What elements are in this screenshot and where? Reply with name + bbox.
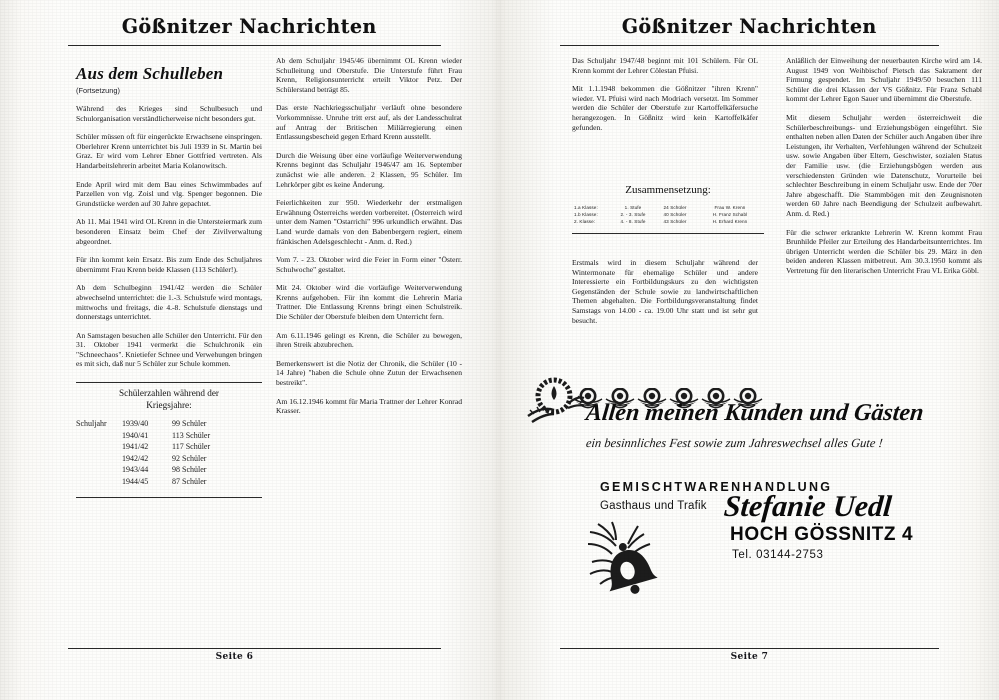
table-cell-year: 1943/44: [122, 465, 149, 475]
table-cell-year: 1942/42: [122, 453, 149, 463]
table-bottom-rule: [76, 497, 262, 498]
table-row-label: Schuljahr: [76, 419, 107, 428]
masthead-divider: [68, 45, 441, 46]
page-number: Seite 7: [730, 652, 769, 662]
masthead-divider: [560, 45, 939, 46]
article-column-right-a: [572, 56, 758, 141]
article-column-left-a: [76, 104, 262, 378]
table-body: [572, 204, 764, 226]
wreath-ornament-icon: [526, 374, 588, 436]
page-subtitle: (Fortsetzung): [76, 86, 120, 95]
table-cell-class: 1.b Klasse:: [574, 212, 598, 218]
table-row-label-empty: [76, 441, 122, 453]
ad-greeting-line-2: ein besinnliches Fest sowie zum Jahreswechsel alles Gute !: [585, 436, 884, 450]
paragraph: Ab 11. Mai 1941 wird OL Krenn in die Untersteiermark zum besonderen Einsatz beim Chef der Zivilverwaltung abgeordnet.: [76, 217, 262, 246]
ad-owner-name: Stefanie Uedl: [722, 490, 893, 523]
table-cell-count: 99 Schüler: [172, 419, 207, 428]
table-cell-level: 4. - 8. Stufe: [620, 219, 646, 225]
table-cell-count: 98 Schüler: [172, 465, 207, 475]
christmas-bell-icon: [584, 518, 672, 604]
table-cell-year: 1944/45: [122, 476, 149, 486]
table-row-label-empty: [76, 476, 122, 488]
paragraph: Am 16.12.1946 kommt für Maria Trattner der Lehrer Konrad Krasser.: [276, 396, 463, 416]
article-column-left-b: [276, 56, 462, 425]
table-cell-teacher: H. Franz Schabl: [712, 212, 748, 218]
ad-greeting-line-1: Allen meinen Kunden und Gästen: [584, 400, 925, 426]
paragraph: Feierlichkeiten zur 950. Wiederkehr der erstmaligen Erwähnung Österreichs werden vorbereitet. (Österreich wird unter dem Namen "Ostarrichi" 996 urkundlich erwähnt. Das Land wurde damals von den Babenbergern regiert, einem fränkischen Adelsgeschlecht - Anm. d. Red.): [276, 198, 462, 246]
paragraph: Mit diesem Schuljahr werden österreichweit die Schülerbeschreibungs- und Erziehungsbögen eingeführt. Sie enthalten neben allen Daten der Schüler auch Angaben über ihre Leistungen, ihr Verhalten, Verfehlungen während der Schulzeit usw. sowie Angaben über Eltern, Geschwister, sozialen Status der Familie usw. (die Erziehungsbögen werden aus verschiedensten Gründen wie Datenschutz, Vorurteile bei schlechter Beschreibung in einem Schuljahr usw. Ende der 70er Jahre abgeschafft. Die Stammbögen mit den Zeugnisnoten werden 60 Jahre nach Beendigung der Schulzeit aufbewahrt. Anm. d. Red.): [786, 112, 982, 218]
table-top-rule: [76, 382, 262, 383]
footer-divider: [68, 648, 441, 649]
article-column-right-b: [786, 56, 982, 284]
masthead-title: Gößnitzer Nachrichten: [622, 14, 877, 38]
ad-business-subtype: Gasthaus und Trafik: [600, 500, 707, 512]
ad-phone-number: Tel. 03144-2753: [732, 549, 824, 561]
paragraph: Vom 7. - 23. Oktober wird die Feier in Form einer "Österr. Schulwoche" gestaltet.: [276, 255, 462, 274]
table-body: [76, 418, 262, 488]
masthead-right: [500, 14, 999, 38]
table-title: Zusammensetzung:: [625, 184, 711, 196]
table-cell-teacher: Frau W. Krenn: [714, 205, 746, 210]
advertisement-block: [524, 372, 994, 662]
paragraph: Das erste Nachkriegsschuljahr verläuft ohne besondere Vorkommnisse. Unruhe tritt erst auf, als der Landesschulrat auf Antrag der Britischen Miliärregierung einen Entlassungsbescheid gegen Erhard Krenn ausstellt.: [276, 103, 462, 142]
page-number: Seite 6: [215, 652, 254, 662]
class-composition-table: [572, 184, 764, 234]
article-column-right-a-continued: [572, 258, 758, 334]
table-cell-year: 1939/40: [122, 419, 149, 428]
table-cell-pupils: 43 Schüler: [663, 219, 687, 225]
table-cell-teacher: H. Erhard Krenn: [712, 219, 748, 225]
table-row-label-empty: [76, 430, 122, 442]
table-cell-class: 1.a Klasse:: [574, 205, 598, 210]
table-cell-count: 92 Schüler: [172, 453, 207, 463]
paragraph: Ende April wird mit dem Bau eines Schwimmbades auf Parzellen von vlg. Zoisl und vlg. Spenger begonnen. Die Grundstücke werden auf 30 Jahre gepachtet.: [76, 179, 262, 208]
ad-business-type: GEMISCHTWARENHANDLUNG: [600, 480, 833, 494]
table-bottom-rule: [572, 233, 764, 234]
page-title: Aus dem Schulleben: [76, 64, 224, 83]
paragraph: Durch die Weisung über eine vorläufige Weiterverwendung Krenns beginnt das Schuljahr 1946/47 am 16. September zunächst wie alle anderen. 2 Klassen, 95 Schüler. Im Lehrkörper gibt es keine Änderung.: [276, 150, 462, 189]
newsletter-page-left: [0, 0, 499, 700]
paragraph: Für die schwer erkrankte Lehrerin W. Krenn kommt Frau Brunhilde Pfeiler zur Erteilung des Handarbeitsunterrichtes. Im übrigen Unterricht werden die Schüler bis 29. März in den beiden anderen Klassen mitbetreut. Am 30.3.1950 kommt als Vertretung für den literarischen Unterricht Frau VL Erika Göbl.: [786, 227, 982, 275]
paragraph: Während des Krieges sind Schulbesuch und Schulorganisation verständlicherweise nicht besonders gut.: [76, 104, 262, 123]
paragraph: Schüler müssen oft für eingerückte Erwachsene einspringen. Oberlehrer Krenn unterrichtet bis Juli 1939 in St. Martin bei Graz. Er wird vom Lehrer Ebner Gottfried vertreten. Als Handarbeitslehrerin arbeitet Maria Kolanowitsch.: [76, 132, 262, 170]
table-title: [76, 388, 262, 411]
paragraph: Erstmals wird in diesem Schuljahr während der Wintermonate für ehemalige Schüler und andere Interessierte ein Fortbildungskurs zu den wichtigsten Gegenständen der Schule sowie zu landwirtschaftlichen Themen abgehalten. Die Fortbildungsveranstaltung findet Samstags von 14.00 - ca. 19.00 Uhr statt und ist sehr gut besucht.: [572, 258, 758, 325]
paragraph: Ab dem Schulbeginn 1941/42 werden die Schüler abwechselnd unterrichtet: die 1.-3. Schulstufe wird montags, mittwochs und freitags, die 4.-8. Schulstufe dienstags und donnerstags unterrichtet.: [76, 283, 262, 322]
masthead-left: [0, 14, 499, 38]
paragraph: Anläßlich der Einweihung der neuerbauten Kirche wird am 14. August 1949 von Weihbischof Pietsch das Sakrament der Firmung gespendet. Im Schuljahr 1949/50 besuchen 111 Schüler die drei Klassen der VS Gößnitz. Für Franz Schabl kommt der Lehrer Egon Sauer und übernimmt die Oberstufe.: [786, 56, 982, 104]
paragraph: Am 6.11.1946 gelingt es Krenn, die Schüler zu bewegen, ihren Streik abzubrechen.: [276, 330, 462, 350]
paragraph: Das Schuljahr 1947/48 beginnt mit 101 Schülern. Für OL Krenn kommt der Lehrer Cölestan Pfuisi.: [572, 56, 758, 75]
table-cell-pupils: 40 Schüler: [663, 212, 687, 218]
paragraph: Für ihn kommt kein Ersatz. Bis zum Ende des Schuljahres übernimmt Frau Krenn beide Klassen (113 Schüler!).: [76, 255, 262, 274]
masthead-title: Gößnitzer Nachrichten: [122, 14, 377, 38]
paragraph: Bemerkenswert ist die Notiz der Chronik, die Schüler (10 - 14 Jahre) "haben die Schule ohne Zutun der Erwachsenen bestreikt".: [276, 358, 462, 388]
table-row-label-empty: [76, 453, 122, 465]
table-cell-year: 1940/41: [122, 430, 149, 440]
table-row-label-empty: [76, 464, 122, 476]
table-cell-count: 113 Schüler: [172, 430, 211, 440]
table-cell-year: 1941/42: [122, 442, 149, 452]
table-cell-level: 1. Stufe: [624, 205, 642, 210]
paragraph: Mit 24. Oktober wird die vorläufige Weiterverwendung Krenns aufgehoben. Für ihn kommt die Lehrerin Maria Trattner. Die Entlassung Krenns bringt einen Schulstreik. Die Schüler der Oberstufe bleiben dem Unterricht fern.: [276, 283, 462, 322]
table-title-line2: Kriegsjahre:: [146, 399, 192, 410]
table-cell-count: 87 Schüler: [172, 476, 207, 486]
paragraph: Mit 1.1.1948 bekommen die Gößnitzer "ihren Krenn" wieder. VL Pfuisi wird nach Modriach versetzt. Im Sommer werden die Schüler der Oberstufe zur Kartoffelkäfersuche herangezogen. In Gößnitz wird kein Kartoffelkäfer gefunden.: [572, 84, 758, 132]
paragraph: An Samstagen besuchen alle Schüler den Unterricht. Für den 31. Oktober 1941 vermerkt die Schulchronik ein "Schneechaos". Knietiefer Schnee und Verwehungen bringen es mit sich, daß nur 5 Schüler zur Schule kommen.: [76, 330, 262, 369]
paragraph: Ab dem Schuljahr 1945/46 übernimmt OL Krenn wieder Schulleitung und Oberstufe. Die Unterstufe führt Frau Krenn, Religionsunterricht erteilt Viktor Petz. Der Schülerstand beträgt 85.: [276, 56, 462, 94]
table-cell-pupils: 24 Schüler: [663, 205, 687, 210]
table-cell-level: 2. - 3. Stufe: [620, 212, 646, 218]
ad-address: HOCH GÖSSNITZ 4: [730, 524, 914, 545]
table-cell-class: 2. Klasse:: [574, 219, 596, 225]
table-title-line1: Schülerzahlen während der: [119, 388, 219, 398]
table-cell-count: 117 Schüler: [172, 442, 211, 452]
pupils-count-table: [76, 382, 262, 498]
